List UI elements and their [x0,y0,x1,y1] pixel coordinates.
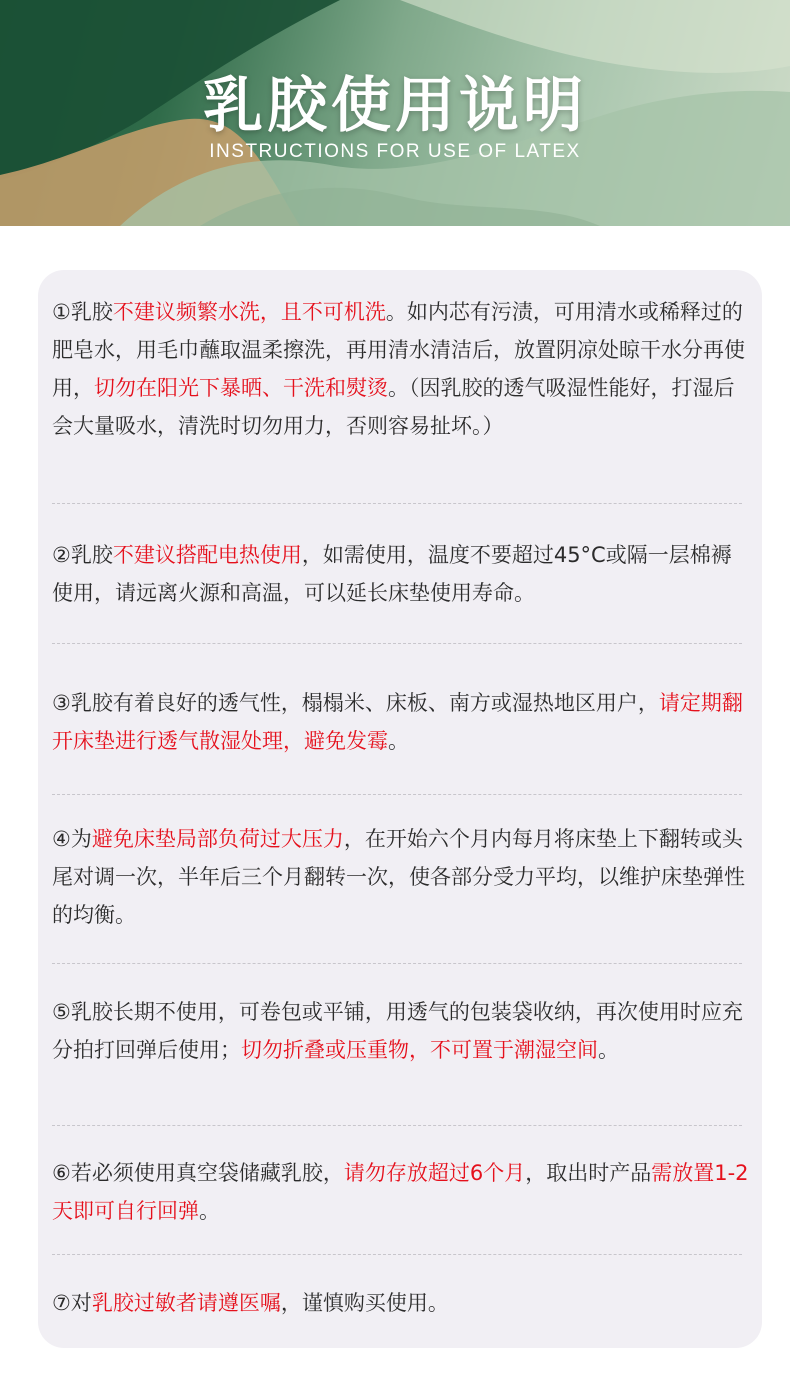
instruction-item-1 [52,293,752,445]
item-1-text: 。（因乳胶的透气吸湿性能好，打湿后会大量吸水，清洗时切勿用力，否则容易扯坏。） [52,376,735,438]
item-4-text: ，在开始六个月内每月将床垫上下翻转或头尾对调一次，半年后三个月翻转一次，使各部分受力平均，以维护床垫弹性的均衡。 [52,827,745,927]
item-7-warning: 乳胶过敏者请遵医嘱 [91,1291,281,1315]
item-3-text: ③乳胶有着良好的透气性，榻榻米、床板、南方或湿热地区用户， [52,691,659,715]
item-3-warning: 请定期翻开床垫进行透气散湿处理，避免发霉 [52,691,743,753]
page-subtitle: INSTRUCTIONS FOR USE OF LATEX [209,141,581,162]
item-1-warning-1: 不建议频繁水洗，且不可机洗 [112,300,386,324]
item-1-warning-2: 切勿在阳光下暴晒、干洗和熨烫 [94,376,388,400]
item-2-text: ，如需使用，温度不要超过45°C或隔一层棉褥使用，请远离火源和高温，可以延长床垫使用寿命。 [52,543,732,605]
instructions-card [38,270,762,1348]
item-6-text: ，取出时产品 [525,1161,652,1185]
instruction-item-7 [52,1284,752,1322]
item-6-text: 。 [199,1199,220,1223]
item-2-text: ②乳胶 [52,543,113,567]
instruction-item-5 [52,993,752,1069]
item-5-text: ⑤乳胶长期不使用，可卷包或平铺，用透气的包装袋收纳，再次使用时应充分拍打回弹后使用； [52,1000,743,1062]
item-7-text: ⑦对 [52,1291,92,1315]
divider [52,503,742,504]
item-4-warning: 避免床垫局部负荷过大压力 [91,827,344,851]
item-1-text: 。如内芯有污渍，可用清水或稀释过的肥皂水，用毛巾蘸取温柔擦洗，再用清水清洁后，放置阴凉处晾干水分再使用， [52,300,745,400]
divider [52,794,742,795]
item-7-text: ，谨慎购买使用。 [280,1291,449,1315]
divider [52,1125,742,1126]
page-title: 乳胶使用说明 [203,71,587,141]
item-1-text: ①乳胶 [52,300,113,324]
item-2-warning: 不建议搭配电热使用 [112,543,302,567]
item-6-warning-1: 请勿存放超过6个月 [343,1161,526,1185]
item-3-text: 。 [388,729,409,753]
instruction-item-3 [52,684,752,760]
divider [52,643,742,644]
item-6-text: ⑥若必须使用真空袋储藏乳胶， [52,1161,344,1185]
divider [52,1254,742,1255]
instruction-item-4 [52,820,752,934]
item-6-warning-2: 需放置1-2天即可自行回弹 [52,1161,749,1223]
item-5-text: 。 [598,1038,619,1062]
item-5-warning: 切勿折叠或压重物，不可置于潮湿空间 [241,1038,598,1062]
instruction-item-6 [52,1154,752,1230]
header-banner [0,0,790,226]
divider [52,963,742,964]
item-4-text: ④为 [52,827,92,851]
instruction-item-2 [52,536,752,612]
